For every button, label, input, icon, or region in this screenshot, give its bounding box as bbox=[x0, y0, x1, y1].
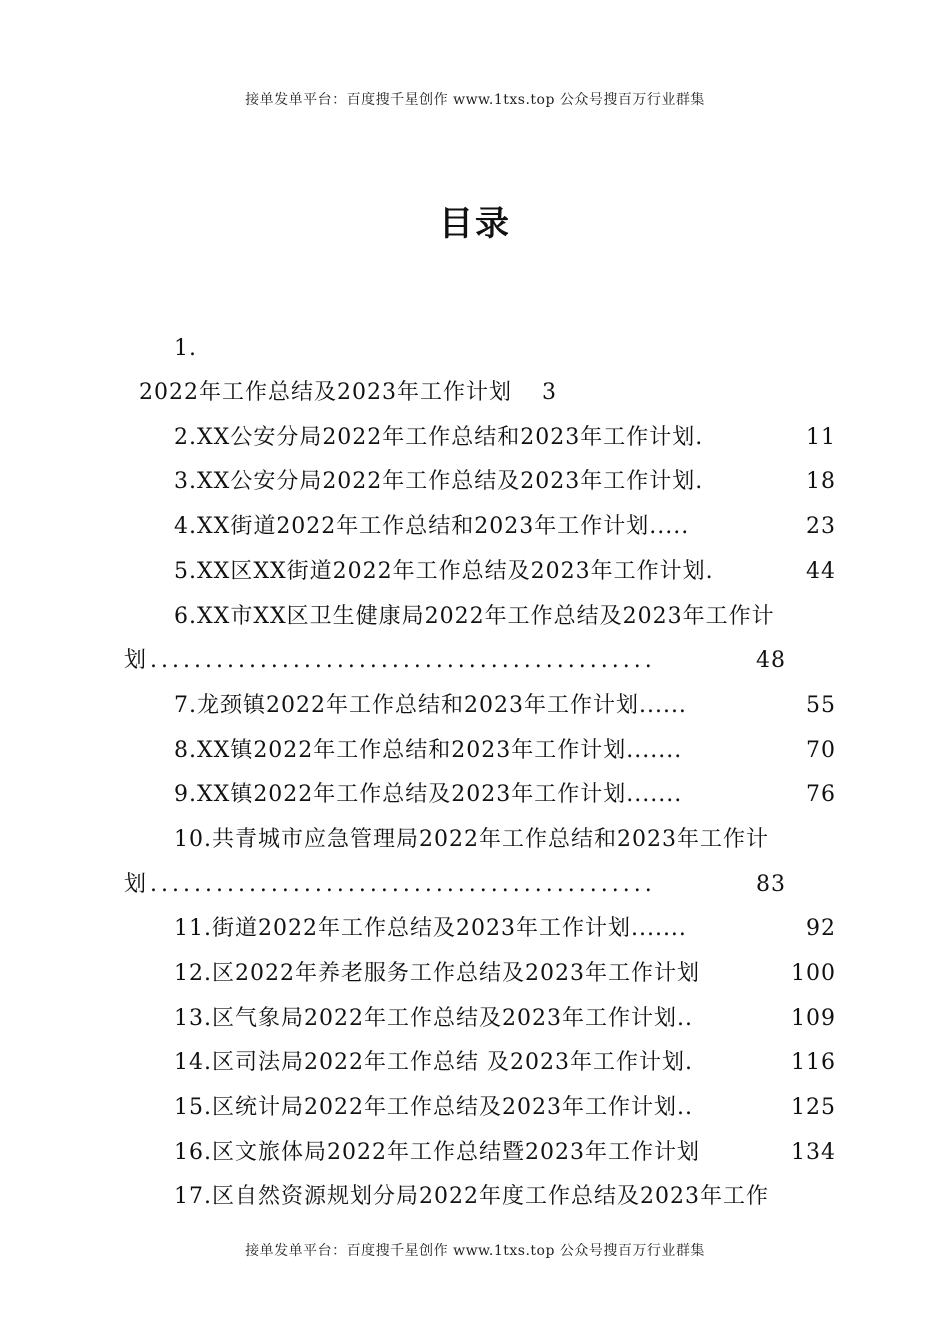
toc-item-7[interactable] bbox=[174, 691, 836, 721]
toc-item-page: 11 bbox=[806, 425, 836, 450]
toc-item-8[interactable] bbox=[174, 736, 836, 766]
toc-item-label: 10.共青城市应急管理局2022年工作总结和2023年工作计 bbox=[174, 827, 769, 852]
toc-item-label: 9.XX镇2022年工作总结及2023年工作计划....... bbox=[174, 782, 683, 807]
page-header: 接单发单平台：百度搜千星创作 www.1txs.top 公众号搜百万行业群集 bbox=[245, 92, 705, 108]
toc-item-label: 14.区司法局2022年工作总结 及2023年工作计划. bbox=[174, 1050, 693, 1075]
toc-item-page: 76 bbox=[806, 782, 836, 807]
toc-item-page: 83 bbox=[756, 872, 786, 897]
toc-item-label: 11.街道2022年工作总结及2023年工作计划....... bbox=[174, 916, 687, 941]
toc-item-leader: 划.............................................. bbox=[124, 648, 656, 673]
toc-item-page: 18 bbox=[806, 469, 836, 494]
toc-item-11[interactable] bbox=[174, 914, 836, 944]
toc-item-1-number[interactable]: 1. bbox=[174, 336, 197, 361]
toc-item-label: 3.XX公安分局2022年工作总结及2023年工作计划. bbox=[174, 469, 704, 494]
toc-item-17[interactable] bbox=[174, 1182, 769, 1212]
toc-item-page: 55 bbox=[806, 693, 836, 718]
toc-item-12[interactable] bbox=[174, 959, 836, 989]
toc-item-label: 15.区统计局2022年工作总结及2023年工作计划.. bbox=[174, 1095, 693, 1120]
toc-item-5[interactable] bbox=[174, 557, 836, 587]
toc-item-page: 3 bbox=[541, 380, 557, 405]
toc-item-label: 16.区文旅体局2022年工作总结暨2023年工作计划 bbox=[174, 1140, 700, 1165]
toc-item-1[interactable] bbox=[139, 378, 557, 408]
toc-item-page: 100 bbox=[791, 961, 836, 986]
toc-item-page: 109 bbox=[791, 1006, 836, 1031]
toc-item-label: 4.XX街道2022年工作总结和2023年工作计划..... bbox=[174, 514, 690, 539]
page-title: 目录 bbox=[439, 204, 511, 244]
toc-item-3[interactable] bbox=[174, 467, 836, 497]
toc-item-page: 134 bbox=[791, 1140, 836, 1165]
toc-item-label: 7.龙颈镇2022年工作总结和2023年工作计划...... bbox=[174, 693, 687, 718]
toc-item-page: 125 bbox=[791, 1095, 836, 1120]
toc-item-16[interactable] bbox=[174, 1138, 836, 1168]
toc-item-6[interactable] bbox=[174, 602, 775, 632]
toc-item-label: 12.区2022年养老服务工作总结及2023年工作计划 bbox=[174, 961, 700, 986]
toc-item-page: 44 bbox=[806, 559, 836, 584]
toc-item-leader: 划.............................................. bbox=[124, 872, 656, 897]
toc-item-2[interactable] bbox=[174, 423, 836, 453]
toc-item-label: 5.XX区XX街道2022年工作总结及2023年工作计划. bbox=[174, 559, 714, 584]
toc-item-page: 92 bbox=[806, 916, 836, 941]
toc-item-label: 6.XX市XX区卫生健康局2022年工作总结及2023年工作计 bbox=[174, 604, 775, 629]
toc-item-label: 13.区气象局2022年工作总结及2023年工作计划.. bbox=[174, 1006, 693, 1031]
toc-item-14[interactable] bbox=[174, 1048, 836, 1078]
toc-item-label: 2022年工作总结及2023年工作计划 bbox=[139, 380, 512, 405]
toc-item-9[interactable] bbox=[174, 780, 836, 810]
toc-item-6-continuation[interactable] bbox=[124, 646, 786, 676]
toc-item-page: 116 bbox=[791, 1050, 836, 1075]
toc-item-4[interactable] bbox=[174, 512, 836, 542]
toc-item-label: 2.XX公安分局2022年工作总结和2023年工作计划. bbox=[174, 425, 704, 450]
toc-item-page: 70 bbox=[806, 738, 836, 763]
page-footer: 接单发单平台：百度搜千星创作 www.1txs.top 公众号搜百万行业群集 bbox=[245, 1243, 705, 1259]
toc-item-page: 23 bbox=[806, 514, 836, 539]
toc-item-13[interactable] bbox=[174, 1004, 836, 1034]
toc-item-page: 48 bbox=[756, 648, 786, 673]
toc-item-10-continuation[interactable] bbox=[124, 870, 786, 900]
toc-item-label: 17.区自然资源规划分局2022年度工作总结及2023年工作 bbox=[174, 1184, 769, 1209]
toc-item-10[interactable] bbox=[174, 825, 769, 855]
toc-item-label: 8.XX镇2022年工作总结和2023年工作计划....... bbox=[174, 738, 683, 763]
toc-item-15[interactable] bbox=[174, 1093, 836, 1123]
